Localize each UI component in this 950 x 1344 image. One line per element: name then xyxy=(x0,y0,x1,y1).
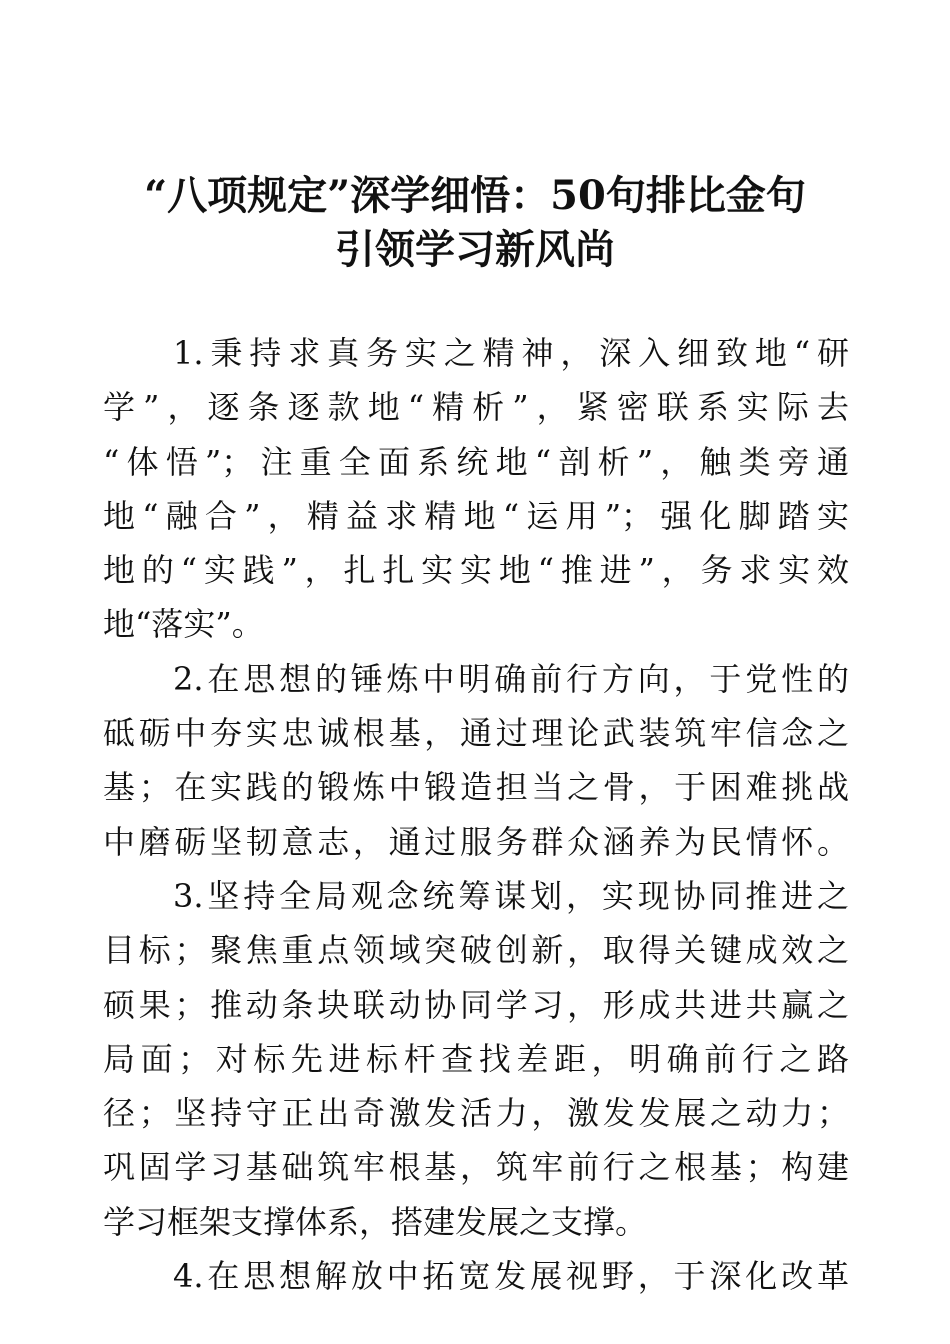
text-line: 4.在思想解放中拓宽发展视野，于深化改革 xyxy=(173,1257,849,1296)
text-line: 中磨砺坚韧意志，通过服务群众涵养为民情怀。 xyxy=(103,822,849,861)
document-title xyxy=(100,168,850,277)
title-line: “八项规定”深学细悟：50句排比金句 xyxy=(144,172,806,219)
text-line: 径；坚持守正出奇激发活力，激发发展之动力； xyxy=(103,1094,849,1133)
text-line: 2.在思想的锤炼中明确前行方向，于党性的 xyxy=(173,659,849,698)
text-line: 学”，逐条逐款地“精析”，紧密联系实际去 xyxy=(103,388,849,427)
text-line: 地的“实践”，扎扎实实地“推进”，务求实效 xyxy=(103,551,849,590)
text-line: 基；在实践的锻炼中锻造担当之骨，于困难挑战 xyxy=(103,768,849,807)
text-line: 3.坚持全局观念统筹谋划，实现协同推进之 xyxy=(173,876,849,915)
text-line: 目标；聚焦重点领域突破创新，取得关键成效之 xyxy=(103,931,849,970)
text-line: 地“落实”。 xyxy=(103,605,264,644)
title-line: 引领学习新风尚 xyxy=(335,226,615,274)
paragraph-4 xyxy=(103,1249,849,1303)
text-line: 1.秉持求真务实之精神，深入细致地“研 xyxy=(173,334,849,372)
text-line: 巩固学习基础筑牢根基，筑牢前行之根基；构建 xyxy=(103,1148,849,1187)
text-line: 砥砺中夯实忠诚根基，通过理论武装筑牢信念之 xyxy=(103,714,849,753)
paragraph-3 xyxy=(103,869,849,1249)
paragraph-1 xyxy=(103,326,849,652)
text-line: 地“融合”，精益求精地“运用”；强化脚踏实 xyxy=(103,496,849,535)
paragraph-2 xyxy=(103,652,849,869)
document-body xyxy=(103,326,849,1303)
text-line: “体悟”；注重全面系统地“剖析”，触类旁通 xyxy=(103,442,849,481)
text-line: 学习框架支撑体系，搭建发展之支撑。 xyxy=(103,1202,648,1241)
text-line: 局面；对标先进标杆查找差距，明确前行之路 xyxy=(103,1039,849,1078)
text-line: 硕果；推动条块联动协同学习，形成共进共赢之 xyxy=(103,985,849,1024)
